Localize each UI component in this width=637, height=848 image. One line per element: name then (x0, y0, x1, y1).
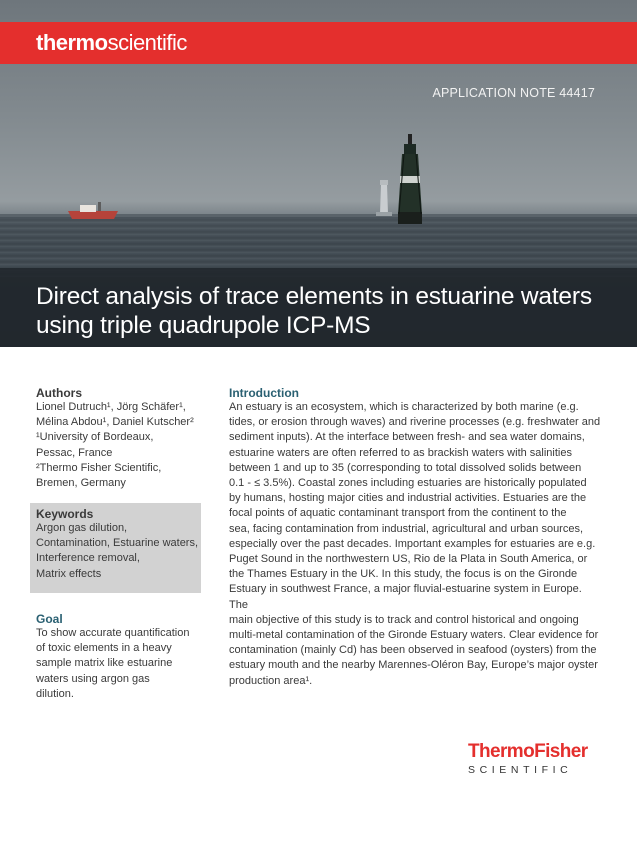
authors-line: Pessac, France (36, 446, 113, 459)
authors-heading: Authors (36, 386, 82, 400)
authors-line: Mélina Abdou¹, Daniel Kutscher² (36, 416, 194, 429)
keywords-line: Argon gas dilution, (36, 522, 128, 534)
authors-line: ¹University of Bordeaux, (36, 431, 154, 444)
keywords-heading: Keywords (36, 507, 94, 521)
introduction-heading: Introduction (229, 386, 299, 400)
keywords-line: Matrix effects (36, 567, 102, 580)
authors-line: Lionel Dutruch¹, Jörg Schäfer¹, (36, 401, 186, 413)
introduction-section (229, 386, 601, 689)
intro-line: main objective of this study is to track and control historical and ongoing (229, 613, 579, 626)
intro-line: especially over the past decades. Important examples for estuaries are e.g. (229, 537, 596, 550)
goal-heading: Goal (36, 612, 63, 626)
keywords-line: Contamination, Estuarine waters, (36, 537, 199, 550)
logo-wordmark: ThermoFisher (468, 741, 588, 762)
intro-line: focal points of aquatic contaminant transport from the continent to the (229, 507, 567, 520)
page-title: Direct analysis of trace elements in estuarine waters using triple quadrupole ICP-MS (36, 283, 592, 339)
goal-line: sample matrix like estuarine (36, 657, 173, 670)
intro-line: tides, or erosion through waves) and riverine processes (e.g. freshwater and (229, 416, 601, 429)
intro-line: sediment inputs). At the interface between fresh- and sea water domains, (229, 431, 585, 444)
goal-line: dilution. (36, 687, 74, 700)
intro-line: Puget Sound in the northwestern US, Rio de la Plata in South America, or (229, 553, 588, 566)
channel-beacon-icon (390, 134, 430, 229)
logo-subtitle: SCIENTIFIC (468, 764, 573, 776)
thermo-scientific-logo: thermoscientific (36, 30, 187, 55)
intro-line: between 1 and up to 35 (corresponding to total dissolved solids between (229, 461, 582, 474)
goal-line: of toxic elements in a heavy (36, 642, 172, 655)
goal-line: waters using argon gas (36, 672, 150, 685)
hero-photo (0, 0, 637, 347)
intro-line: the Thames Estuary in the UK. In this study, the focus is on the Gironde (229, 568, 578, 581)
authors-line: Bremen, Germany (36, 477, 126, 490)
goal-line: To show accurate quantification (36, 627, 190, 639)
intro-line: by humans, hosting major cities and industrial activities. Estuaries are the (229, 492, 587, 505)
application-note-number: APPLICATION NOTE 44417 (432, 86, 595, 100)
intro-line: estuary mouth and the nearby Marennes-Oléron Bay, Europe’s major oyster (229, 659, 598, 672)
keywords-box (30, 503, 201, 593)
brand-bar (0, 22, 637, 64)
intro-line: contamination (mainly Cd) has been observed in seafood (oysters) from the (229, 644, 597, 657)
intro-line: 0.1 - ≤ 3.5%). Coastal zones including estuaries are historically populated (229, 477, 587, 490)
fishing-boat-icon (68, 200, 118, 220)
keywords-line: Interference removal, (36, 552, 140, 565)
authors-section (36, 386, 201, 491)
intro-line: sea, facing contamination from industrial, agricultural and urban sources, (229, 522, 584, 535)
goal-section (36, 612, 201, 702)
intro-line: production area¹. (229, 674, 313, 687)
intro-line: estuarine waters are often referred to as brackish waters with salinities (229, 446, 572, 459)
intro-line: multi-metal contamination of the Gironde Estuary waters. Clear evidence for (229, 629, 599, 642)
intro-line: An estuary is an ecosystem, which is characterized by both marine (e.g. (229, 401, 579, 413)
thermofisher-logo (468, 742, 588, 777)
authors-line: ²Thermo Fisher Scientific, (36, 461, 162, 474)
intro-line: Estuary in southwest France, a major fluvial-estuarine system in Europe. The (229, 583, 582, 611)
